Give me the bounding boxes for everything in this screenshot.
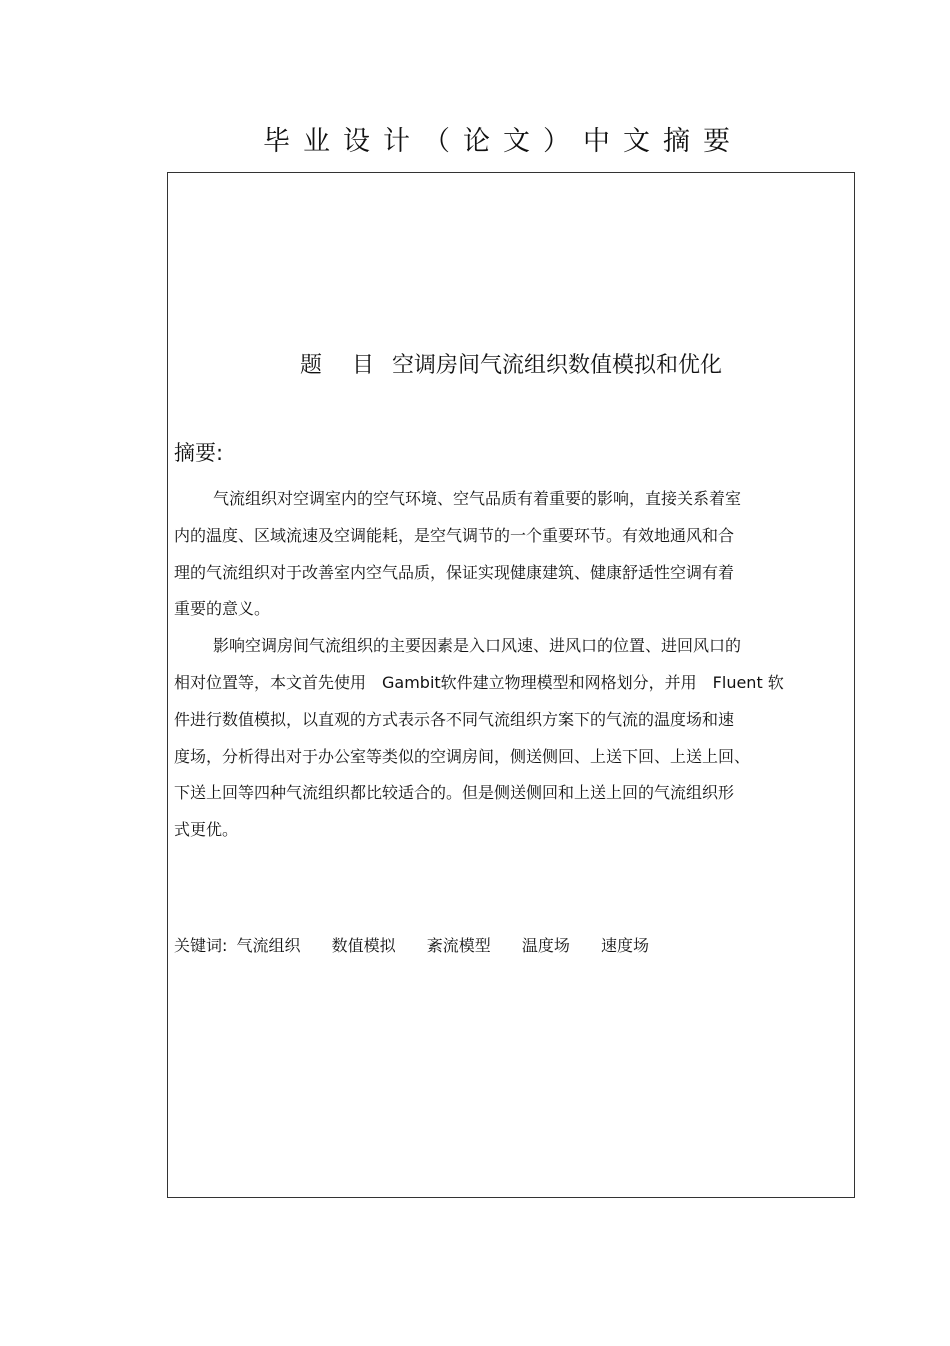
abstract-line: 式更优。 (174, 820, 239, 840)
abstract-body (174, 481, 864, 849)
abstract-frame (167, 172, 855, 1198)
abstract-line: 影响空调房间气流组织的主要因素是入口风速、进风口的位置、进回风口的 (213, 636, 742, 656)
abstract-line: 理的气流组织对于改善室内空气品质，保证实现健康建筑、健康舒适性空调有着 (174, 562, 735, 582)
keyword: 气流组织 (236, 936, 301, 955)
abstract-line: 下送上回等四种气流组织都比较适合的。但是侧送侧回和上送上回的气流组织形 (174, 783, 735, 803)
abstract-line: 内的温度、区域流速及空调能耗，是空气调节的一个重要环节。有效地通风和合 (174, 525, 735, 545)
title-label-1: 题 (299, 353, 322, 378)
keywords-label: 关键词: (174, 936, 228, 955)
keyword: 紊流模型 (426, 936, 491, 955)
keyword: 速度场 (600, 936, 649, 955)
abstract-line: 气流组织对空调室内的空气环境、空气品质有着重要的影响，直接关系着室 (213, 489, 742, 508)
keyword: 数值模拟 (331, 936, 396, 955)
title-label-2: 目 (351, 353, 374, 378)
abstract-label: 摘要: (174, 441, 224, 465)
abstract-line: 相对位置等，本文首先使用 Gambit软件建立物理模型和网格划分，并用 Fluent 软 (174, 672, 784, 692)
keywords-row (174, 932, 675, 960)
abstract-line: 重要的意义。 (174, 599, 271, 619)
keyword: 温度场 (521, 936, 570, 955)
thesis-title-row (168, 351, 854, 381)
thesis-title: 空调房间气流组织数值模拟和优化 (392, 353, 723, 378)
abstract-line: 度场，分析得出对于办公室等类似的空调房间，侧送侧回、上送下回、上送上回、 (174, 746, 751, 766)
abstract-line: 件进行数值模拟，以直观的方式表示各不同气流组织方案下的气流的温度场和速 (174, 709, 735, 729)
page-heading: 毕业设计（论文）中文摘要 (263, 126, 743, 157)
